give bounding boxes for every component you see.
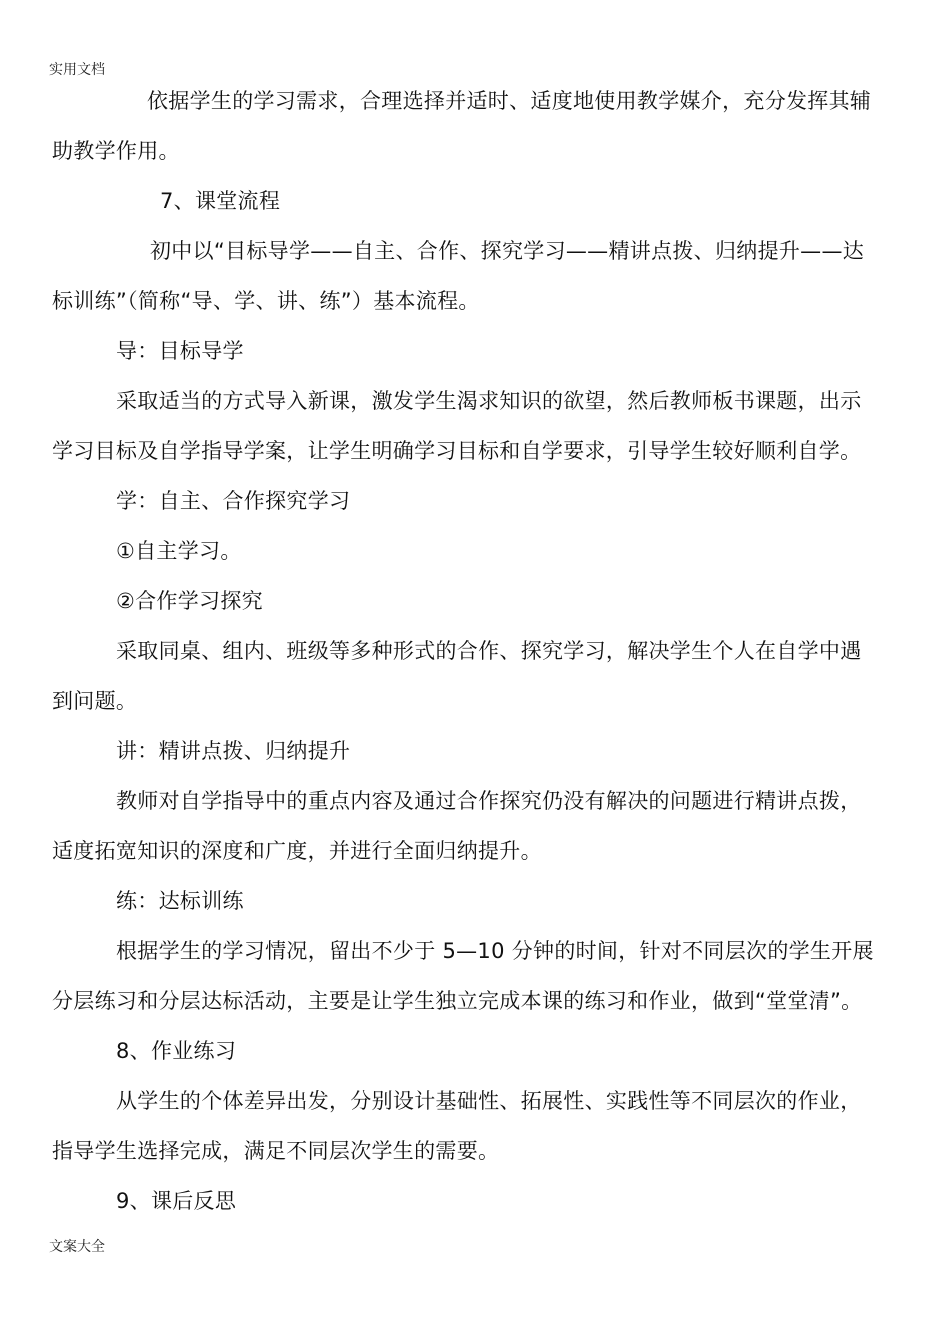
paragraph-line: 适度拓宽知识的深度和广度，并进行全面归纳提升。 bbox=[52, 839, 542, 863]
document-body bbox=[52, 76, 914, 1226]
paragraph-line: 初中以“目标导学——自主、合作、探究学习——精讲点拨、归纳提升——达 bbox=[150, 239, 865, 263]
paragraph-line: 指导学生选择完成，满足不同层次学生的需要。 bbox=[52, 1139, 500, 1163]
paragraph-line: 助教学作用。 bbox=[52, 139, 180, 163]
list-item: ②合作学习探究 bbox=[116, 589, 263, 613]
subheading: 导：目标导学 bbox=[116, 339, 244, 363]
paragraph-line: 从学生的个体差异出发，分别设计基础性、拓展性、实践性等不同层次的作业， bbox=[116, 1089, 862, 1113]
section-heading: 8、作业练习 bbox=[116, 1039, 237, 1063]
paragraph-line: 到问题。 bbox=[52, 689, 138, 713]
list-item: ①自主学习。 bbox=[116, 539, 242, 563]
page-footer: 文案大全 bbox=[49, 1239, 105, 1255]
paragraph-line: 采取同桌、组内、班级等多种形式的合作、探究学习，解决学生个人在自学中遇 bbox=[116, 639, 862, 663]
subheading: 练：达标训练 bbox=[116, 889, 244, 913]
section-heading: 9、课后反思 bbox=[116, 1189, 237, 1213]
paragraph-line: 标训练”（简称“导、学、讲、练”）基本流程。 bbox=[52, 289, 480, 313]
subheading: 讲：精讲点拨、归纳提升 bbox=[116, 739, 351, 763]
paragraph-line: 采取适当的方式导入新课，激发学生渴求知识的欲望，然后教师板书课题，出示 bbox=[116, 389, 862, 413]
paragraph-line: 根据学生的学习情况，留出不少于 5—10 分钟的时间，针对不同层次的学生开展 bbox=[116, 939, 874, 963]
page-header: 实用文档 bbox=[49, 62, 105, 78]
subheading: 学：自主、合作探究学习 bbox=[116, 489, 351, 513]
section-heading: 7、课堂流程 bbox=[160, 189, 281, 213]
paragraph-line: 依据学生的学习需求，合理选择并适时、适度地使用教学媒介，充分发挥其辅 bbox=[147, 89, 872, 113]
paragraph-line: 学习目标及自学指导学案，让学生明确学习目标和自学要求，引导学生较好顺利自学。 bbox=[52, 439, 862, 463]
paragraph-line: 教师对自学指导中的重点内容及通过合作探究仍没有解决的问题进行精讲点拨， bbox=[116, 789, 862, 813]
paragraph-line: 分层练习和分层达标活动，主要是让学生独立完成本课的练习和作业，做到“堂堂清”。 bbox=[52, 989, 863, 1013]
